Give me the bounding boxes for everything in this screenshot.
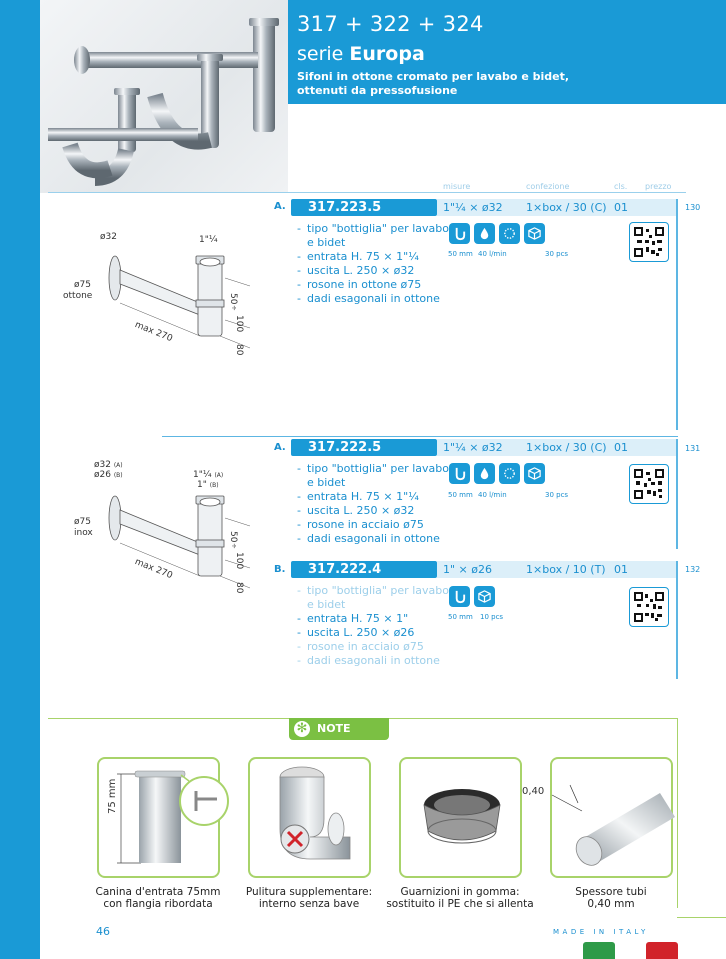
trap-depth-icon (449, 223, 470, 244)
desc-item: - rosone in acciaio ø75 (297, 518, 449, 532)
product-2-misure: 1"¼ × ø32 (443, 441, 503, 454)
dim-d75: ø75 (74, 280, 91, 290)
icon-caption: 30 pcs (545, 491, 569, 499)
product-3-spec-bar (437, 561, 677, 578)
dim-1-1-4 (193, 470, 223, 480)
product-3-divider (676, 561, 678, 679)
product-1-cls: 01 (614, 201, 628, 214)
description-line: ottenuti da pressofusione (297, 84, 458, 97)
product-2-description (297, 462, 449, 546)
note-caption-line: 0,40 mm (587, 898, 635, 910)
series-prefix: serie (297, 43, 350, 65)
dim-sep: ÷ (230, 305, 238, 311)
product-2-code: 317.222.5 (291, 439, 437, 456)
note-caption (234, 886, 384, 910)
dim-1-1-4-value: 1"¼ (193, 470, 212, 480)
trap-depth-icon (449, 463, 470, 484)
dim-d32: ø32 (100, 232, 117, 242)
note-card-gasket (399, 757, 522, 878)
dim-h80: 80 (234, 582, 244, 594)
hero-product-image (40, 0, 288, 193)
desc-item: - dadi esagonali in ottone (297, 292, 449, 306)
product-1-confezione: 1×box / 30 (C) (526, 201, 607, 214)
product-2-qr-code-icon[interactable] (629, 464, 669, 504)
note-caption-line: sostituito il PE che si allenta (386, 898, 534, 910)
desc-item: - uscita L. 250 × ø32 (297, 504, 449, 518)
desc-item: - dadi esagonali in ottone (297, 654, 449, 668)
asterisk-icon: ✻ (294, 721, 310, 737)
note-caption-line: interno senza bave (258, 898, 360, 910)
icon-caption: 40 l/min (478, 491, 507, 499)
notes-tag (289, 718, 389, 740)
icon-caption: 30 pcs (545, 250, 569, 258)
note-caption-line: Pulitura supplementare: (245, 886, 373, 898)
desc-item: - tipo "bottiglia" per lavabo (297, 462, 449, 476)
icon-caption: 10 pcs (480, 613, 504, 621)
note-caption (536, 886, 686, 910)
product-3-page-ref: 132 (685, 565, 701, 574)
desc-item: - rosone in acciaio ø75 (297, 640, 449, 654)
desc-item: - entrata H. 75 × 1" (297, 612, 449, 626)
product-2-icons (449, 463, 545, 484)
product-1-label: A. (274, 201, 286, 212)
product-1-misure: 1"¼ × ø32 (443, 201, 503, 214)
dim-sep: ÷ (230, 543, 238, 549)
desc-item: - tipo "bottiglia" per lavabo (297, 584, 449, 598)
product-1-qr-code-icon[interactable] (629, 222, 669, 262)
desc-item: - tipo "bottiglia" per lavabo (297, 222, 449, 236)
dim-tag: (B) (209, 482, 219, 489)
dim-tag: (A) (214, 472, 224, 479)
notes-side-line (677, 718, 678, 908)
desc-item: - entrata H. 75 × 1"¼ (297, 490, 449, 504)
note-caption-line: con flangia ribordata (103, 898, 213, 910)
note-card-pipe-thickness (522, 757, 673, 878)
dim-max-length: max 270 (133, 557, 174, 582)
product-1-divider (676, 199, 678, 430)
trap-depth-icon (449, 586, 470, 607)
desc-item: e bidet (307, 476, 346, 489)
header-divider (48, 192, 686, 193)
product-3-description (297, 584, 449, 668)
note-caption (385, 886, 535, 910)
product-2-confezione: 1×box / 30 (C) (526, 441, 607, 454)
product-3-misure: 1" × ø26 (443, 563, 492, 576)
eu-stars-icon (499, 223, 520, 244)
product-3-cls: 01 (614, 563, 628, 576)
product-2-cls: 01 (614, 441, 628, 454)
note-caption-line: Canina d'entrata 75mm (95, 886, 221, 898)
product-3-label: B. (274, 564, 286, 575)
made-in-italy-label: MADE IN ITALY (553, 928, 649, 936)
material-label: ottone (63, 291, 93, 301)
product-2-divider (676, 439, 678, 549)
product-1-page-ref: 130 (685, 203, 701, 212)
desc-item: e bidet (307, 236, 346, 249)
dim-d26-value: ø26 (94, 470, 111, 480)
series-name: Europa (349, 43, 425, 65)
product-2-top-line (162, 436, 678, 437)
icon-caption: 50 mm (448, 491, 473, 499)
product-3-icons (449, 586, 495, 607)
col-head-misure: misure (443, 182, 471, 191)
page-title: 317 + 322 + 324 (297, 12, 484, 36)
col-head-cls: cls. (614, 182, 628, 191)
icon-caption: 50 mm (448, 250, 473, 258)
description-line: Sifoni in ottone cromato per lavabo e bidet, (297, 70, 570, 83)
product-1-spec-bar (437, 199, 677, 216)
note-caption (83, 886, 233, 910)
dim-d32 (94, 460, 123, 470)
product-3-code: 317.222.4 (291, 561, 437, 578)
dim-h80: 80 (234, 344, 244, 356)
note-card-polishing (248, 757, 371, 878)
desc-item: - rosone in ottone ø75 (297, 278, 449, 292)
desc-item: - dadi esagonali in ottone (297, 532, 449, 546)
dim-h50: 50 (228, 531, 238, 543)
flag-red-block (646, 942, 678, 959)
note-card-inlet-pipe (97, 757, 220, 878)
desc-item: - uscita L. 250 × ø32 (297, 264, 449, 278)
product-3-confezione: 1×box / 10 (T) (526, 563, 606, 576)
col-head-confezione: confezione (526, 182, 570, 191)
material-label: inox (74, 528, 93, 538)
dim-tag: (B) (113, 472, 123, 479)
dim-h100: 100 (234, 315, 244, 333)
icon-caption: 50 mm (448, 613, 473, 621)
box-package-icon (474, 586, 495, 607)
siphon-hero-illustration (40, 0, 288, 193)
product-2-spec-bar (437, 439, 677, 456)
series-title (297, 43, 425, 65)
product-3-qr-code-icon[interactable] (629, 587, 669, 627)
icon-caption: 40 l/min (478, 250, 507, 258)
dim-1-value: 1" (197, 480, 207, 490)
left-color-bar (0, 0, 40, 959)
product-2-label: A. (274, 442, 286, 453)
pipe-thickness-illustration (552, 759, 675, 880)
dim-tag: (A) (113, 462, 123, 469)
col-head-prezzo: prezzo (645, 182, 672, 191)
product-1-description (297, 222, 449, 306)
dim-max-length: max 270 (133, 320, 174, 345)
dim-d32-value: ø32 (94, 460, 111, 470)
product-1-icons (449, 223, 545, 244)
note-caption-line: Guarnizioni in gomma: (400, 886, 520, 898)
notes-tag-label: NOTE (317, 722, 351, 735)
box-package-icon (524, 223, 545, 244)
box-package-icon (524, 463, 545, 484)
dim-75mm: 75 mm (107, 778, 118, 814)
flow-rate-icon (474, 223, 495, 244)
dim-1-1-4: 1"¼ (199, 235, 218, 245)
gasket-illustration (401, 759, 524, 880)
dim-1 (197, 480, 219, 490)
desc-item: - entrata H. 75 × 1"¼ (297, 250, 449, 264)
note-caption-line: Spessore tubi (575, 886, 647, 898)
dim-d26 (94, 470, 123, 480)
polishing-illustration (250, 759, 373, 880)
dim-h50: 50 (228, 293, 238, 305)
series-description (297, 70, 597, 98)
product-1-code: 317.223.5 (291, 199, 437, 216)
dim-thickness: 0,40 (522, 786, 545, 797)
dim-h100: 100 (234, 552, 244, 570)
notes-bottom-line (677, 917, 726, 918)
dim-d75: ø75 (74, 517, 91, 527)
header (40, 0, 726, 193)
desc-item: - uscita L. 250 × ø26 (297, 626, 449, 640)
flag-green-block (583, 942, 615, 959)
eu-stars-icon (499, 463, 520, 484)
desc-item: e bidet (307, 598, 346, 611)
flow-rate-icon (474, 463, 495, 484)
product-2-page-ref: 131 (685, 444, 701, 453)
page-number: 46 (96, 925, 110, 938)
inlet-pipe-illustration (99, 759, 222, 880)
